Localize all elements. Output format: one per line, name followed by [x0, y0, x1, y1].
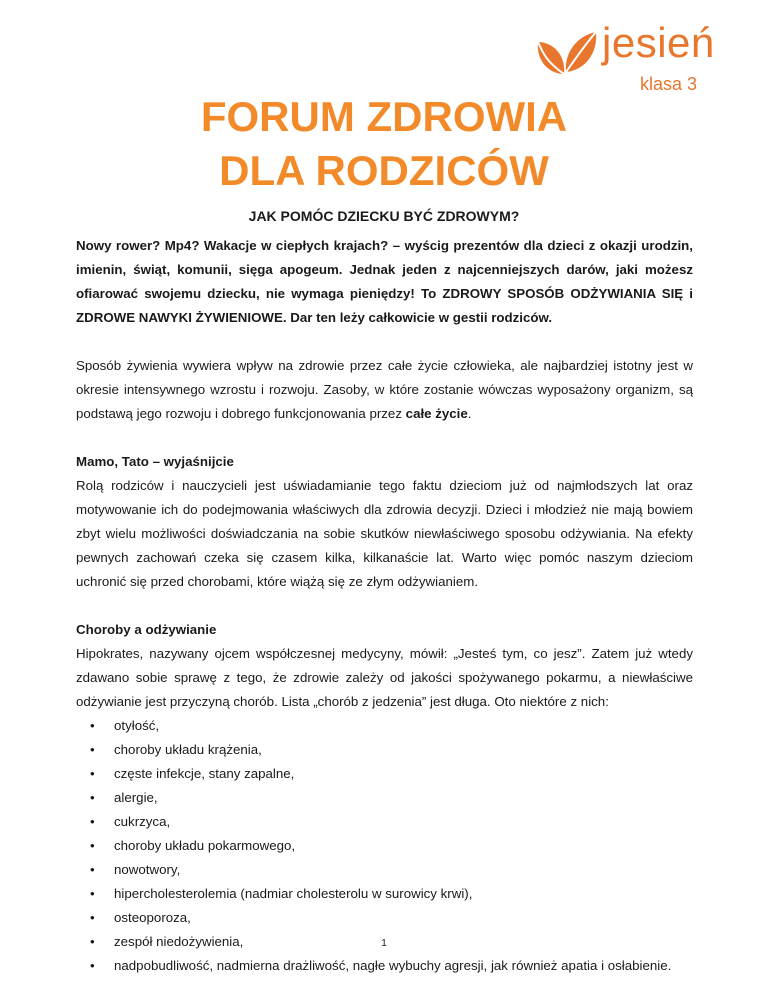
list-item: • cukrzyca,: [76, 810, 693, 834]
list-item: • nadpobudliwość, nadmierna drażliwość, nagłe wybuchy agresji, jak również apatia i osłabienie.: [76, 954, 693, 978]
list-item: • częste infekcje, stany zapalne,: [76, 762, 693, 786]
list-item: • alergie,: [76, 786, 693, 810]
list-item: • choroby układu pokarmowego,: [76, 834, 693, 858]
list-item: • nowotwory,: [76, 858, 693, 882]
paragraph-nutrition: Sposób żywienia wywiera wpływ na zdrowie przez całe życie człowieka, ale najbardziej istotny jest w okresie intensywnego wzrostu i rozwoju. Zasoby, w które zostanie wówczas wyposażony organizm, są podstawą jego rozwoju i dobrego funkcjonowania przez całe życie.: [76, 358, 693, 421]
list-item: • choroby układu krążenia,: [76, 738, 693, 762]
page-title-line-2: DLA RODZICÓW: [219, 147, 549, 194]
list-item: • otyłość,: [76, 714, 693, 738]
logo-wordmark: jesień: [602, 19, 715, 66]
section-heading-diseases: Choroby a odżywianie: [76, 622, 217, 637]
intro-paragraph: Nowy rower? Mp4? Wakacje w ciepłych krajach? – wyścig prezentów dla dzieci z okazji urodzin, imienin, świąt, komunii, sięga apogeum. Jednak jeden z najcenniejszych darów, jaki możesz ofiarować swojemu dziecku, nie wymaga pieniędzy! To ZDROWY SPOSÓB ODŻYWIANIA SIĘ i ZDROWE NAWYKI ŻYWIENIOWE. Dar ten leży całkowicie w gestii rodziców.: [76, 238, 693, 325]
list-item: • hipercholesterolemia (nadmiar cholesterolu w surowicy krwi),: [76, 882, 693, 906]
emphasis-whole-life: całe życie: [405, 406, 468, 421]
page-number: 1: [381, 938, 387, 949]
logo-subtitle: klasa 3: [640, 74, 698, 94]
page-subtitle: JAK POMÓC DZIECKU BYĆ ZDROWYM?: [248, 208, 520, 224]
section-heading-parents: Mamo, Tato – wyjaśnijcie: [76, 454, 234, 469]
list-item: • osteoporoza,: [76, 906, 693, 930]
list-item: • zespół niedożywienia,: [76, 930, 693, 954]
autumn-leaves-icon: [530, 28, 600, 80]
paragraph-parents: Rolą rodziców i nauczycieli jest uświadamianie tego faktu dzieciom już od najmłodszych lat oraz motywowanie ich do podejmowania właściwych dla zdrowia decyzji. Dzieci i młodzież nie mają bowiem zbyt wielu możliwości doświadczania na sobie skutków niewłaściwego sposobu odżywiania. Na efekty pewnych zachowań czeka się czasem kilka, kilkanaście lat. Warto więc pomóc naszym dzieciom uchronić się przed chorobami, które wiążą się ze złym odżywianiem.: [76, 478, 693, 589]
logo: [530, 19, 740, 102]
article-body: [76, 234, 693, 978]
page-title-line-1: FORUM ZDROWIA: [200, 93, 568, 140]
paragraph-diseases: Hipokrates, nazywany ojcem współczesnej medycyny, mówił: „Jesteś tym, co jesz”. Zatem już wtedy zdawano sobie sprawę z tego, że zdrowie zależy od jakości spożywanego pokarmu, a niewłaściwe odżywianie jest przyczyną chorób. Lista „chorób z jedzenia” jest długa. Oto niektóre z nich:: [76, 646, 693, 709]
